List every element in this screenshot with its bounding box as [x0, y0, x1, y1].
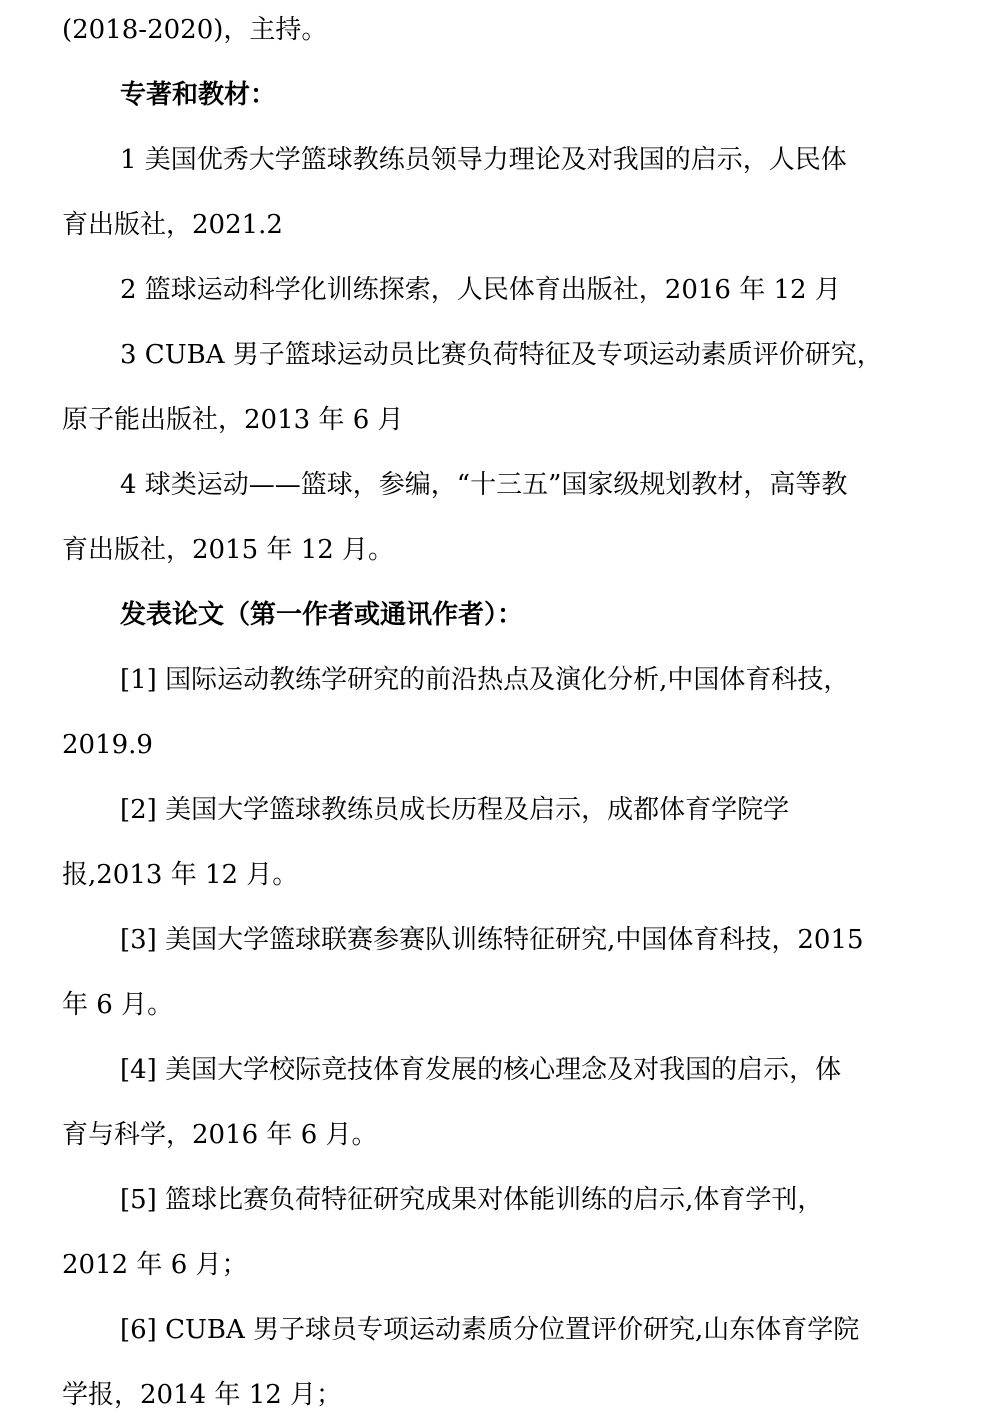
paper-item-5: [5] 篮球比赛负荷特征研究成果对体能训练的启示,体育学刊， — [120, 1185, 824, 1215]
paper-item-2: [2] 美国大学篮球教练员成长历程及启示，成都体育学院学 — [120, 795, 790, 825]
paper-item-4-cont: 育与科学，2016 年 6 月。 — [62, 1120, 378, 1150]
paper-item-5-cont: 2012 年 6 月； — [62, 1250, 248, 1280]
monograph-item-1-cont: 育出版社，2021.2 — [62, 210, 283, 240]
monograph-item-3-cont: 原子能出版社，2013 年 6 月 — [62, 405, 404, 435]
monograph-item-4-cont: 育出版社，2015 年 12 月。 — [62, 535, 395, 565]
paper-item-3-cont: 年 6 月。 — [62, 990, 174, 1020]
monograph-item-4: 4 球类运动——篮球，参编，“十三五”国家级规划教材，高等教 — [120, 470, 848, 500]
section-heading-papers: 发表论文（第一作者或通讯作者）： — [120, 600, 524, 630]
monograph-item-2: 2 篮球运动科学化训练探索，人民体育出版社，2016 年 12 月 — [120, 275, 841, 305]
paper-item-4: [4] 美国大学校际竞技体育发展的核心理念及对我国的启示，体 — [120, 1055, 842, 1085]
paper-item-6-cont: 学报，2014 年 12 月； — [62, 1380, 343, 1410]
monograph-item-1: 1 美国优秀大学篮球教练员领导力理论及对我国的启示，人民体 — [120, 145, 847, 175]
paper-item-1: [1] 国际运动教练学研究的前沿热点及演化分析,中国体育科技， — [120, 665, 850, 695]
paper-item-3: [3] 美国大学篮球联赛参赛队训练特征研究,中国体育科技，2015 — [120, 925, 864, 955]
paper-item-6: [6] CUBA 男子球员专项运动素质分位置评价研究,山东体育学院 — [120, 1315, 860, 1345]
paper-item-2-cont: 报,2013 年 12 月。 — [62, 860, 299, 890]
paper-item-1-cont: 2019.9 — [62, 730, 153, 760]
monograph-item-3: 3 CUBA 男子篮球运动员比赛负荷特征及专项运动素质评价研究， — [120, 340, 883, 370]
section-heading-monographs: 专著和教材： — [120, 80, 277, 110]
text-line-continuation: (2018-2020)，主持。 — [62, 15, 328, 45]
